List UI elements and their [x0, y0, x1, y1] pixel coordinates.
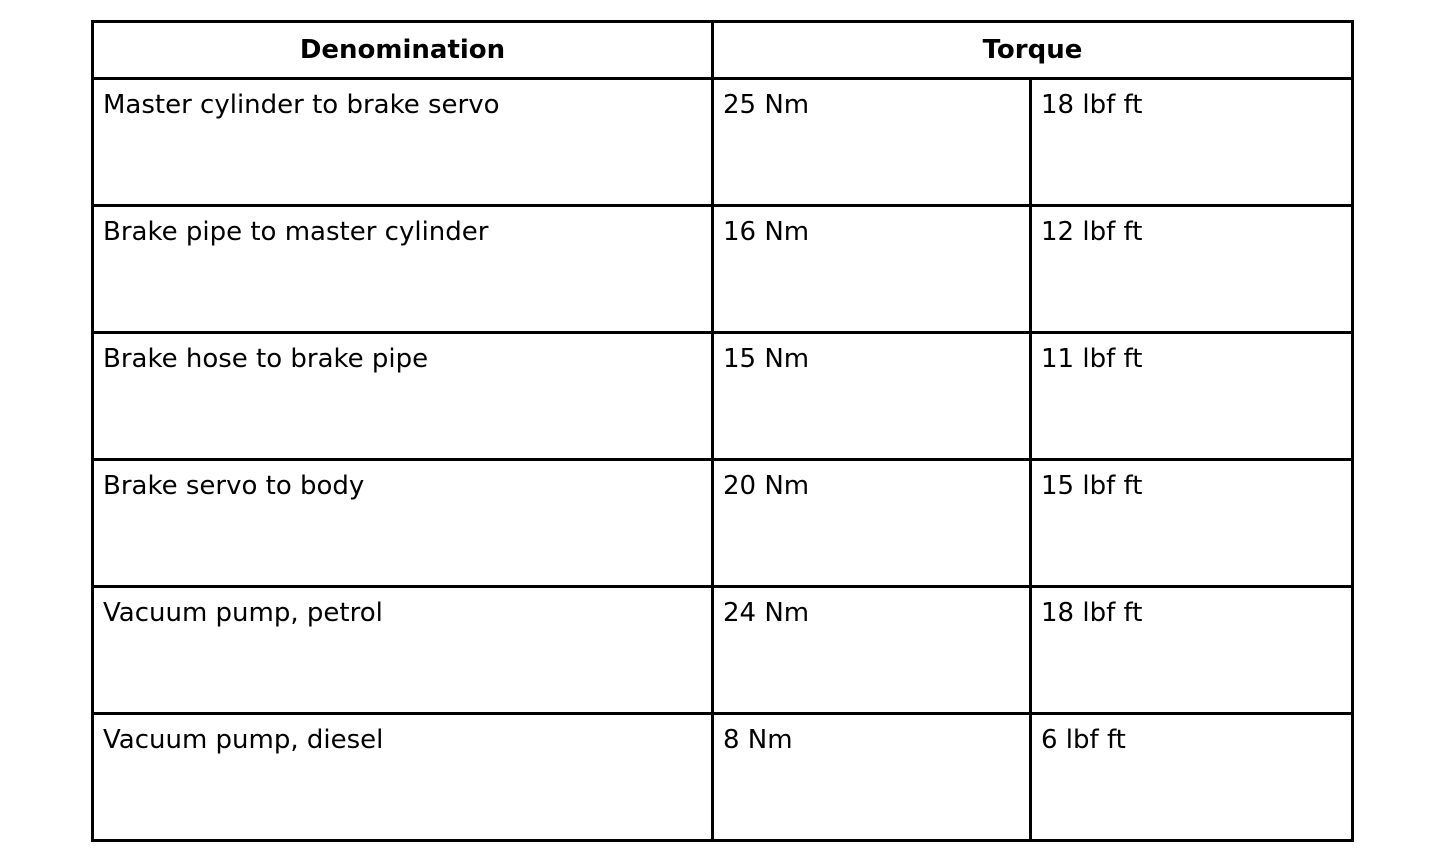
- cell-torque-nm: 8 Nm: [713, 714, 1031, 841]
- header-torque: Torque: [713, 22, 1353, 79]
- cell-torque-nm: 25 Nm: [713, 79, 1031, 206]
- table-row: [93, 206, 1353, 333]
- table-row: [93, 79, 1353, 206]
- cell-denomination: Vacuum pump, petrol: [93, 587, 713, 714]
- table-row: [93, 714, 1353, 841]
- cell-denomination: Brake servo to body: [93, 460, 713, 587]
- table-row: [93, 460, 1353, 587]
- cell-torque-lbf: 6 lbf ft: [1031, 714, 1353, 841]
- cell-torque-lbf: 18 lbf ft: [1031, 587, 1353, 714]
- table-header: [93, 22, 1353, 79]
- cell-torque-nm: 20 Nm: [713, 460, 1031, 587]
- cell-torque-lbf: 15 lbf ft: [1031, 460, 1353, 587]
- cell-torque-nm: 15 Nm: [713, 333, 1031, 460]
- cell-torque-lbf: 12 lbf ft: [1031, 206, 1353, 333]
- table-row: [93, 333, 1353, 460]
- cell-denomination: Brake hose to brake pipe: [93, 333, 713, 460]
- cell-denomination: Master cylinder to brake servo: [93, 79, 713, 206]
- cell-torque-nm: 24 Nm: [713, 587, 1031, 714]
- table-body: [93, 79, 1353, 841]
- cell-denomination: Vacuum pump, diesel: [93, 714, 713, 841]
- torque-specification-table: [91, 20, 1354, 842]
- header-denomination: Denomination: [93, 22, 713, 79]
- cell-denomination: Brake pipe to master cylinder: [93, 206, 713, 333]
- cell-torque-nm: 16 Nm: [713, 206, 1031, 333]
- table-row: [93, 587, 1353, 714]
- cell-torque-lbf: 11 lbf ft: [1031, 333, 1353, 460]
- header-row: [93, 22, 1353, 79]
- cell-torque-lbf: 18 lbf ft: [1031, 79, 1353, 206]
